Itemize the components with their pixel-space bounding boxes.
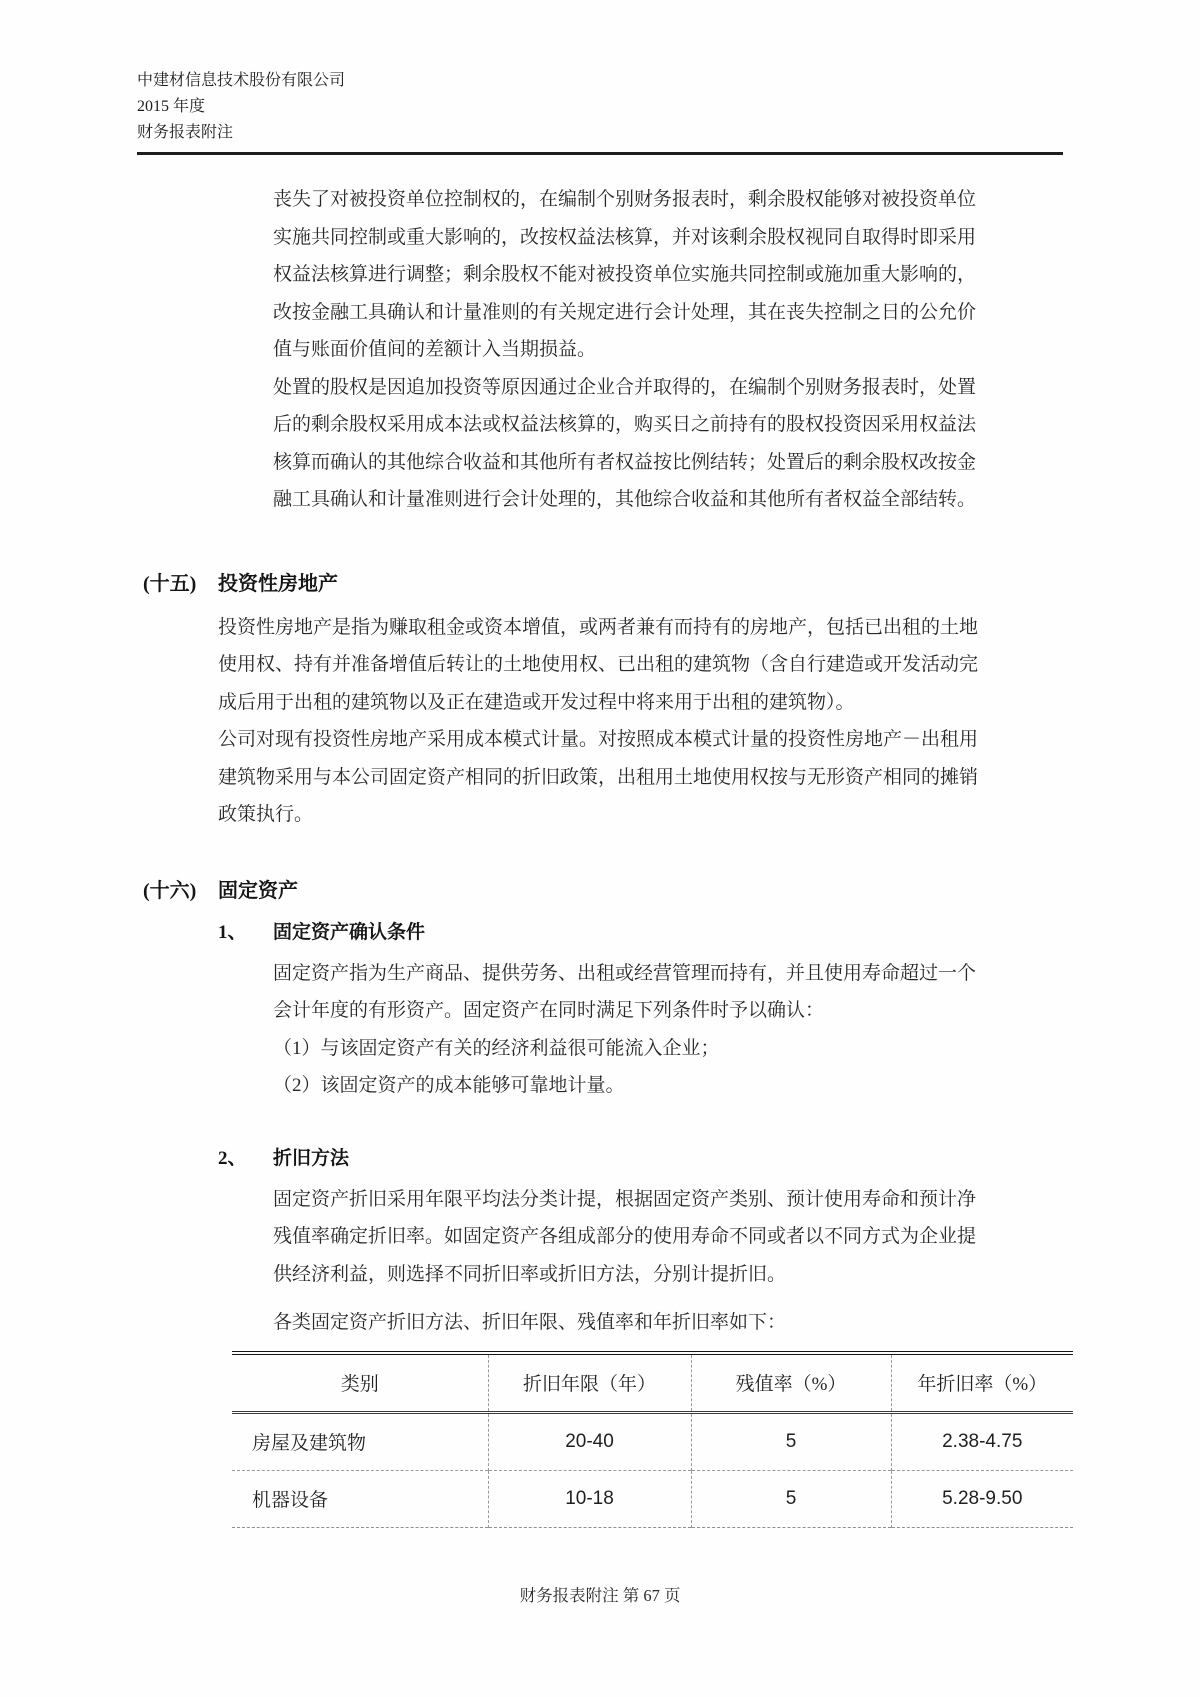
cell-annual-rate: 5.28-9.50 <box>891 1470 1073 1527</box>
cell-category: 房屋及建筑物 <box>232 1412 488 1470</box>
table-row <box>232 1470 1073 1527</box>
section-16-label: (十六) <box>143 879 197 902</box>
section-16-heading <box>143 876 1200 906</box>
table-header-annual-rate: 年折旧率（%） <box>891 1353 1073 1413</box>
paragraph-line: 后的剩余股权采用成本法或权益法核算的，购买日之前持有的股权投资因采用权益法 <box>273 414 977 435</box>
subsection-1-number: 1、 <box>218 921 247 943</box>
paragraph-line: 会计年度的有形资产。固定资产在同时满足下列条件时予以确认： <box>273 1000 825 1021</box>
paragraph-line: 供经济利益，则选择不同折旧率或折旧方法，分别计提折旧。 <box>273 1263 787 1285</box>
cell-depreciation-years: 20-40 <box>488 1412 691 1470</box>
section-15-paragraph-2 <box>218 721 1200 834</box>
document-title: 财务报表附注 <box>137 124 234 141</box>
paragraph-line: 权益法核算进行调整；剩余股权不能对被投资单位实施共同控制或施加重大影响的， <box>273 264 977 285</box>
cell-depreciation-years: 10-18 <box>488 1470 691 1527</box>
paragraph-line: 固定资产折旧采用年限平均法分类计提，根据固定资产类别、预计使用寿命和预计净 <box>273 1188 977 1210</box>
cell-category: 机器设备 <box>232 1470 488 1527</box>
paragraph-line: 投资性房地产是指为赚取租金或资本增值，或两者兼有而持有的房地产，包括已出租的土地 <box>218 616 979 638</box>
document-header <box>0 0 1200 146</box>
subsection-1-title: 固定资产确认条件 <box>273 921 426 943</box>
paragraph-line: 改按金融工具确认和计量准则的有关规定进行会计处理，其在丧失控制之日的公允价 <box>273 301 977 323</box>
subsection-2-number: 2、 <box>218 1147 247 1169</box>
subsection-1-body <box>273 955 1200 1105</box>
paragraph-line: 固定资产指为生产商品、提供劳务、出租或经营管理而持有，并且使用寿命超过一个 <box>273 962 977 984</box>
table-intro: 各类固定资产折旧方法、折旧年限、残值率和年折旧率如下： <box>273 1312 787 1333</box>
subsection-2-heading <box>218 1145 1200 1173</box>
subsection-2-title: 折旧方法 <box>273 1147 350 1169</box>
section-15-title: 投资性房地产 <box>218 572 338 595</box>
continuation-paragraph-1 <box>273 181 1200 369</box>
paragraph-line: 融工具确认和计量准则进行会计处理的，其他综合收益和其他所有者权益全部结转。 <box>273 489 977 510</box>
paragraph-line: 建筑物采用与本公司固定资产相同的折旧政策，出租用土地使用权按与无形资产相同的摊销 <box>218 766 979 788</box>
cell-residual-rate: 5 <box>691 1470 891 1527</box>
paragraph-line: 核算而确认的其他综合收益和其他所有者权益按比例结转；处置后的剩余股权改按金 <box>273 451 977 473</box>
paragraph-line: 丧失了对被投资单位控制权的，在编制个别财务报表时，剩余股权能够对被投资单位 <box>273 189 977 210</box>
list-item: （2）该固定资产的成本能够可靠地计量。 <box>273 1075 625 1096</box>
paragraph-line: 成后用于出租的建筑物以及正在建造或开发过程中将来用于出租的建筑物）。 <box>218 691 855 713</box>
section-15-label: (十五) <box>143 572 197 595</box>
subsection-2-body <box>273 1181 1200 1342</box>
section-16-title: 固定资产 <box>218 879 298 902</box>
paragraph-line: 实施共同控制或重大影响的，改按权益法核算，并对该剩余股权视同自取得时即采用 <box>273 226 977 248</box>
page-footer: 财务报表附注 第 67 页 <box>519 1585 681 1605</box>
list-item: （1）与该固定资产有关的经济利益很可能流入企业； <box>273 1037 720 1059</box>
table-header-depreciation-years: 折旧年限（年） <box>488 1353 691 1413</box>
table-header-row <box>232 1353 1073 1413</box>
header-divider <box>137 152 1063 155</box>
paragraph-line: 值与账面价值间的差额计入当期损益。 <box>273 339 597 360</box>
paragraph-line: 使用权、持有并准备增值后转让的土地使用权、已出租的建筑物（含自行建造或开发活动完 <box>218 654 979 675</box>
depreciation-table <box>232 1351 1073 1528</box>
company-name: 中建材信息技术股份有限公司 <box>137 72 346 89</box>
paragraph-line: 公司对现有投资性房地产采用成本模式计量。对按照成本模式计量的投资性房地产－出租用 <box>218 729 979 750</box>
fiscal-year: 2015 年度 <box>137 98 206 115</box>
subsection-1-heading <box>218 919 1200 947</box>
section-15-heading <box>143 569 1200 599</box>
paragraph-line: 处置的股权是因追加投资等原因通过企业合并取得的，在编制个别财务报表时，处置 <box>273 376 977 398</box>
cell-residual-rate: 5 <box>691 1412 891 1470</box>
continuation-paragraph-2 <box>273 369 1200 519</box>
paragraph-line: 政策执行。 <box>218 804 314 825</box>
cell-annual-rate: 2.38-4.75 <box>942 1430 1023 1452</box>
section-15-paragraph-1 <box>218 609 1200 722</box>
paragraph-line: 残值率确定折旧率。如固定资产各组成部分的使用寿命不同或者以不同方式为企业提 <box>273 1226 977 1247</box>
table-row <box>232 1412 1073 1470</box>
table-header-residual-rate: 残值率（%） <box>691 1353 891 1413</box>
table-header-category: 类别 <box>232 1353 488 1413</box>
